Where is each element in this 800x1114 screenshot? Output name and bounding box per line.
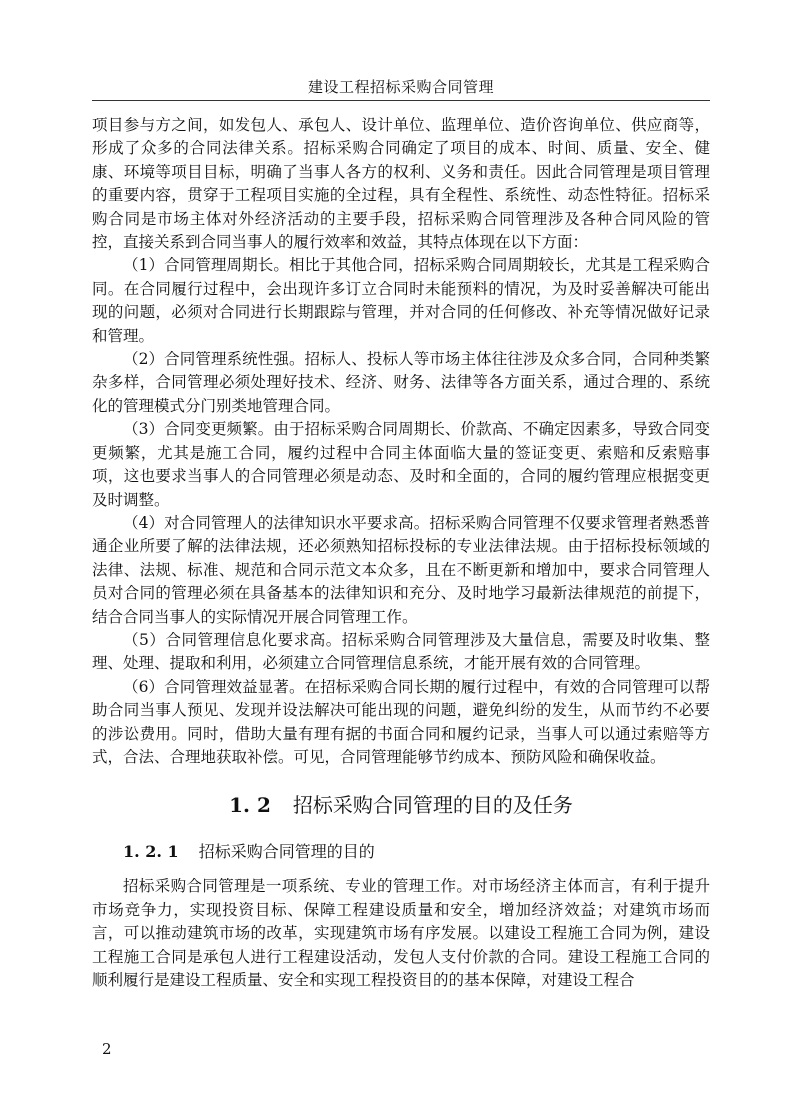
section-heading <box>92 785 710 825</box>
page-number: 2 <box>102 1040 112 1058</box>
section-number: 1. 2 <box>229 793 271 818</box>
body-paragraph: 项目参与方之间，如发包人、承包人、设计单位、监理单位、造价咨询单位、供应商等，形成了众多的合同法律关系。招标采购合同确定了项目的成本、时间、质量、安全、健康、环境等项目目标，明确了当事人各方的权利、义务和责任。因此合同管理是项目管理的重要内容，贯穿于工程项目实施的全过程，具有全程性、系统性、动态性特征。招标采购合同是市场主体对外经济活动的主要手段，招标采购合同管理涉及各种合同风险的管控，直接关系到合同当事人的履行效率和效益，其特点体现在以下方面： <box>92 116 710 252</box>
subsection-title: 招标采购合同管理的目的 <box>198 842 375 862</box>
body-paragraph: （4）对合同管理人的法律知识水平要求高。招标采购合同管理不仅要求管理者熟悉普通企业所要了解的法律法规，还必须熟知招标投标的专业法律法规。由于招标投标领域的法律、法规、标准、规范和合同示范文本众多，且在不断更新和增加中，要求合同管理人员对合同的管理必须在具备基本的法律知识和充分、及时地学习最新法律规范的前提下，结合合同当事人的实际情况开展合同管理工作。 <box>92 513 710 626</box>
body-paragraph: （5）合同管理信息化要求高。招标采购合同管理涉及大量信息，需要及时收集、整理、处理、提取和利用，必须建立合同管理信息系统，才能开展有效的合同管理。 <box>92 630 710 673</box>
body-paragraph: （2）合同管理系统性强。招标人、投标人等市场主体往往涉及众多合同，合同种类繁杂多样，合同管理必须处理好技术、经济、财务、法律等各方面关系，通过合理的、系统化的管理模式分门别类地管理合同。 <box>92 350 710 415</box>
page-body <box>92 114 710 992</box>
body-paragraph: 招标采购合同管理是一项系统、专业的管理工作。对市场经济主体而言，有利于提升市场竞争力，实现投资目标、保障工程建设质量和安全，增加经济效益；对建筑市场而言，可以推动建筑市场的改革，实现建筑市场有序发展。以建设工程施工合同为例，建设工程施工合同是承包人进行工程建设活动，发包人支付价款的合同。建设工程施工合同的顺利履行是建设工程质量、安全和实现工程投资目的的基本保障，对建设工程合 <box>92 877 710 989</box>
subsection-number: 1. 2. 1 <box>123 842 179 862</box>
running-header: 建设工程招标采购合同管理 <box>307 78 494 96</box>
header-rule <box>92 100 710 101</box>
body-paragraph: （3）合同变更频繁。由于招标采购合同周期长、价款高、不确定因素多，导致合同变更频繁，尤其是施工合同，履约过程中合同主体面临大量的签证变更、索赔和反索赔事项，这也要求当事人的合同管理必须是动态、及时和全面的，合同的履约管理应根据变更及时调整。 <box>92 420 710 509</box>
body-paragraph: （1）合同管理周期长。相比于其他合同，招标采购合同周期较长，尤其是工程采购合同。在合同履行过程中，会出现许多订立合同时未能预料的情况，为及时妥善解决可能出现的问题，必须对合同进行长期跟踪与管理，并对合同的任何修改、补充等情况做好记录和管理。 <box>92 256 710 345</box>
subsection-heading <box>92 837 710 867</box>
section-title: 招标采购合同管理的目的及任务 <box>292 793 573 818</box>
body-paragraph: （6）合同管理效益显著。在招标采购合同长期的履行过程中，有效的合同管理可以帮助合同当事人预见、发现并设法解决可能出现的问题，避免纠纷的发生，从而节约不必要的涉讼费用。同时，借助大量有理有据的书面合同和履约记录，当事人可以通过索赔等方式，合法、合理地获取补偿。可见，合同管理能够节约成本、预防风险和确保收益。 <box>92 677 710 766</box>
